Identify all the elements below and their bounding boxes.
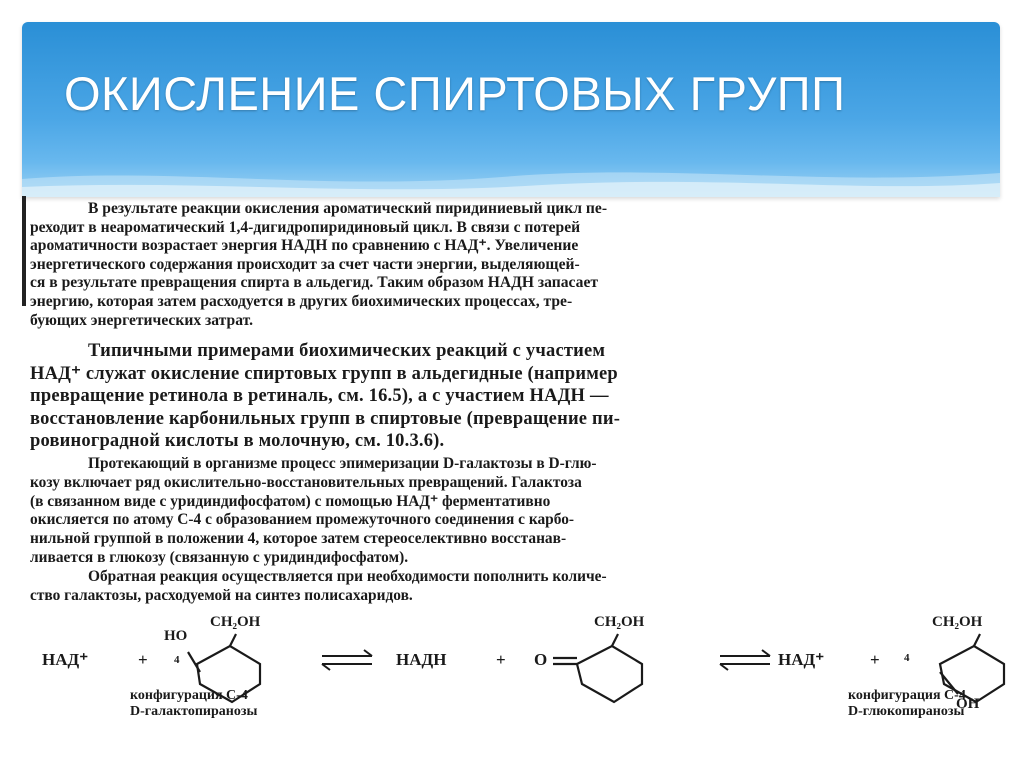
- position-4-label: 4: [174, 654, 180, 666]
- caption-line: конфигурация С-4: [848, 688, 966, 703]
- reaction-scheme: [22, 612, 1024, 732]
- text-line: превращение ретинола в ретиналь, см. 16.5), а с участием НАДН —: [30, 386, 609, 406]
- text-line: Обратная реакция осуществляется при необходимости пополнить количе-: [88, 567, 607, 585]
- text-line: Типичными примерами биохимических реакций с участием: [88, 341, 606, 361]
- keto-intermediate-ring: [553, 634, 642, 702]
- caption-line: конфигурация С-4: [130, 688, 248, 703]
- caption-line: D-галактопиранозы: [130, 704, 258, 719]
- text-line: ровиноградной кислоты в молочную, см. 10.3.6).: [30, 431, 445, 451]
- caption-glucopyranose: [848, 688, 966, 720]
- oxygen-label: O: [534, 650, 548, 669]
- banner-wave: [22, 157, 1000, 197]
- caption-galactopyranose: [130, 688, 257, 720]
- plus-sign: +: [870, 650, 880, 669]
- plus-sign: +: [496, 650, 506, 669]
- paragraph-1: [30, 200, 1024, 330]
- text-line: ся в результате превращения спирта в альдегид. Таким образом НАДН запасает: [30, 274, 599, 292]
- text-line: нильной группой в положении 4, которое затем стереоселективно восстанав-: [30, 530, 567, 548]
- text-line: (в связанном виде с уридиндифосфатом) с помощью НАД⁺ ферментативно: [30, 492, 551, 510]
- ch2oh-label: CH₂OH: [594, 614, 645, 630]
- text-line: ство галактозы, расходуемой на синтез полисахаридов.: [30, 586, 413, 604]
- paragraph-2: [30, 340, 1024, 453]
- position-4-label: 4: [904, 652, 910, 664]
- equilibrium-arrow-1: [322, 650, 372, 670]
- text-line: В результате реакции окисления ароматический пиридиниевый цикл пе-: [88, 200, 608, 217]
- hydroxyl-label: OH: [956, 696, 980, 712]
- text-line: реходит в неароматический 1,4-дигидропиридиновый цикл. В связи с потерей: [30, 218, 581, 236]
- slide-title: ОКИСЛЕНИЕ СПИРТОВЫХ ГРУПП: [64, 67, 846, 120]
- hydroxyl-label: HO: [164, 628, 188, 644]
- caption-line: D-глюкопиранозы: [848, 704, 965, 719]
- nad-plus-label: НАД⁺: [42, 650, 89, 669]
- text-line: НАД⁺ служат окисление спиртовых групп в альдегидные (например: [30, 363, 618, 384]
- text-line: бующих энергетических затрат.: [30, 311, 253, 329]
- nadh-label: НАДН: [396, 650, 447, 669]
- paragraph-3: [30, 455, 1024, 605]
- text-line: Протекающий в организме процесс эпимеризации D-галактозы в D-глю-: [88, 455, 597, 472]
- nad-plus-label: НАД⁺: [778, 650, 825, 669]
- plus-sign: +: [138, 650, 148, 669]
- text-line: окисляется по атому С-4 с образованием промежуточного соединения с карбо-: [30, 511, 575, 529]
- text-line: ароматичности возрастает энергия НАДН по сравнению с НАД⁺. Увеличение: [30, 237, 579, 255]
- text-line: восстановление карбонильных групп в спиртовые (превращение пи-: [30, 408, 621, 429]
- text-line: ливается в глюкозу (связанную с уридиндифосфатом).: [30, 548, 409, 566]
- text-line: козу включает ряд окислительно-восстановительных превращений. Галактоза: [30, 473, 582, 491]
- ch2oh-label: CH₂OH: [932, 614, 983, 630]
- text-line: энергию, которая затем расходуется в других биохимических процессах, тре-: [30, 292, 573, 310]
- ch2oh-label: CH₂OH: [210, 614, 261, 630]
- text-line: энергетического содержания происходит за счет части энергии, выделяющей-: [30, 255, 580, 273]
- left-accent-line: [22, 196, 26, 306]
- equilibrium-arrow-2: [720, 650, 770, 670]
